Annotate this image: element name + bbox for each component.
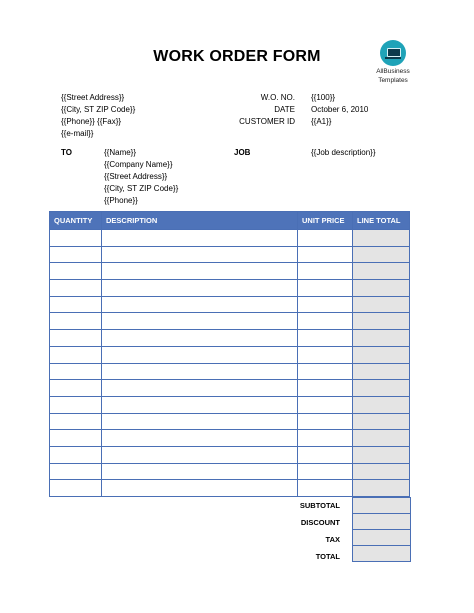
table-row-divider — [50, 279, 409, 280]
to-address — [104, 147, 178, 207]
order-info-labels — [200, 92, 295, 128]
laptop-icon — [380, 40, 406, 66]
table-row-divider — [50, 296, 409, 297]
wo-number-value: {{100}} — [311, 93, 336, 102]
tax-field[interactable] — [352, 529, 411, 546]
subtotal-field[interactable] — [352, 497, 411, 514]
job-label: JOB — [234, 148, 251, 157]
table-row-divider — [50, 363, 409, 364]
company-logo — [368, 40, 418, 84]
job-description: {{Job description}} — [311, 148, 376, 157]
header-quantity: QUANTITY — [54, 216, 93, 225]
subtotal-label: SUBTOTAL — [299, 501, 340, 510]
logo-text-line1: AllBusiness — [376, 68, 410, 75]
tax-label: TAX — [325, 535, 340, 544]
wo-number-label: W.O. NO. — [260, 93, 295, 102]
header-line-total: LINE TOTAL — [357, 216, 401, 225]
table-row-divider — [50, 379, 409, 380]
sender-address — [61, 92, 135, 140]
to-label: TO — [61, 148, 72, 157]
to-city: {{City, ST ZIP Code}} — [104, 184, 179, 193]
date-label: DATE — [274, 105, 295, 114]
total-field[interactable] — [352, 545, 411, 562]
table-row-divider — [50, 312, 409, 313]
table-row-divider — [50, 429, 409, 430]
total-label: TOTAL — [315, 552, 340, 561]
table-row-divider — [50, 413, 409, 414]
sender-email: {{e-mail}} — [61, 129, 94, 138]
order-info-values — [311, 92, 368, 128]
table-row-divider — [50, 396, 409, 397]
table-row-divider — [50, 262, 409, 263]
header-description: DESCRIPTION — [106, 216, 158, 225]
table-row-divider — [50, 246, 409, 247]
to-phone: {{Phone}} — [104, 196, 138, 205]
sender-street: {{Street Address}} — [61, 93, 125, 102]
customer-id-value: {{A1}} — [311, 117, 332, 126]
discount-field[interactable] — [352, 513, 411, 530]
table-row-divider — [50, 479, 409, 480]
sender-phone-fax: {{Phone}} {{Fax}} — [61, 117, 122, 126]
page-title: WORK ORDER FORM — [153, 48, 321, 65]
discount-label: DISCOUNT — [300, 518, 340, 527]
customer-id-label: CUSTOMER ID — [239, 117, 295, 126]
to-company: {{Company Name}} — [104, 160, 173, 169]
to-street: {{Street Address}} — [104, 172, 168, 181]
date-value: October 6, 2010 — [311, 105, 369, 114]
table-header-divider — [50, 229, 409, 230]
table-header — [50, 212, 409, 229]
header-unit-price: UNIT PRICE — [302, 216, 345, 225]
to-name: {{Name}} — [104, 148, 137, 157]
table-row-divider — [50, 329, 409, 330]
items-table — [49, 211, 410, 497]
logo-text-line2: Templates — [378, 77, 408, 84]
column-divider — [101, 212, 102, 496]
column-divider — [352, 212, 353, 496]
totals-section — [290, 497, 411, 565]
column-divider — [297, 212, 298, 496]
table-row-divider — [50, 446, 409, 447]
sender-city: {{City, ST ZIP Code}} — [61, 105, 136, 114]
table-row-divider — [50, 346, 409, 347]
table-row-divider — [50, 463, 409, 464]
